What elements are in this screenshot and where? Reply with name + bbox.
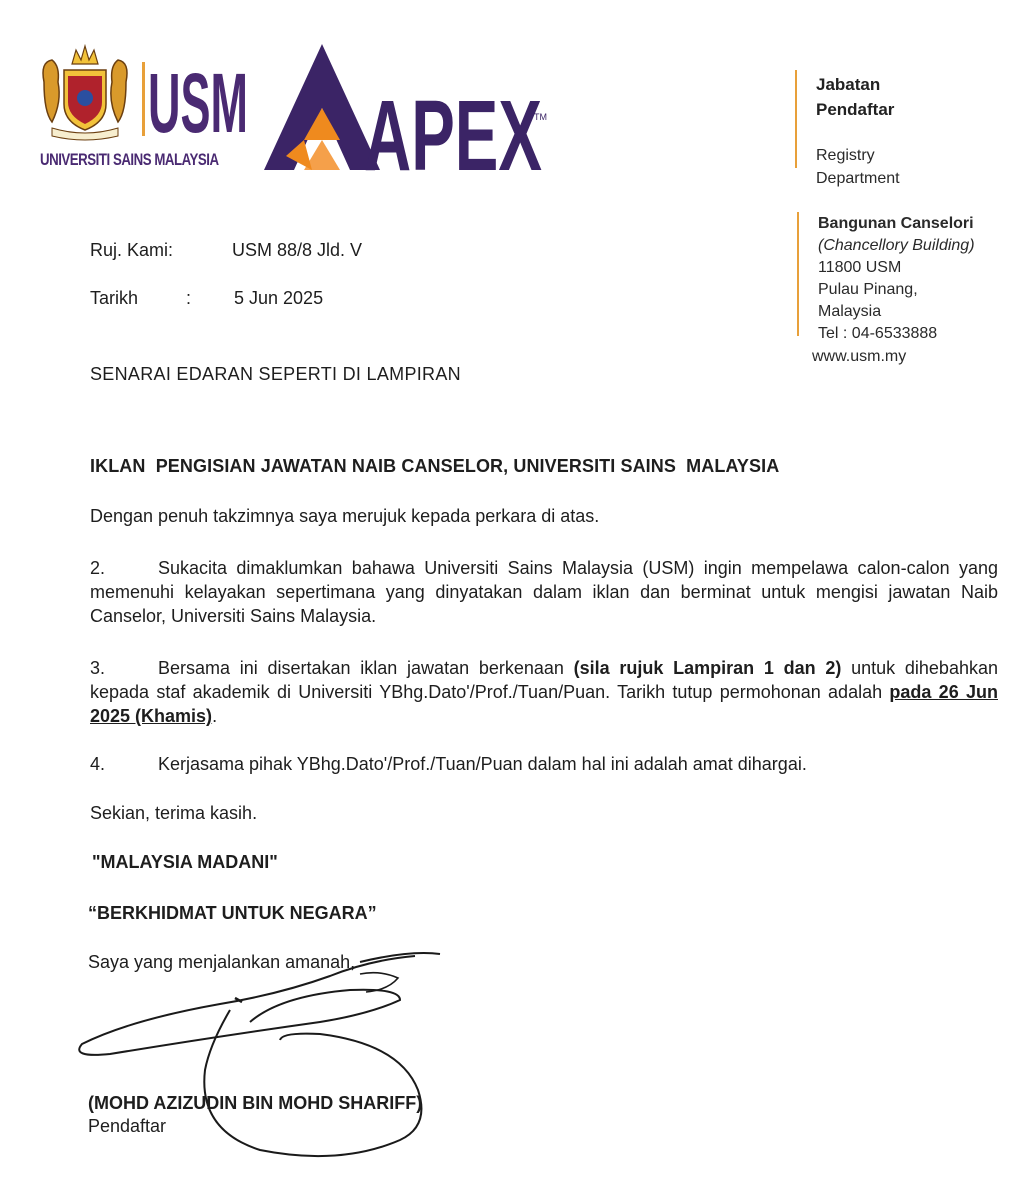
sign-intro: Saya yang menjalankan amanah,: [88, 952, 356, 972]
ref-value: USM 88/8 Jld. V: [232, 240, 363, 260]
paragraph-1: Dengan penuh takzimnya saya merujuk kepada perkara di atas.: [90, 506, 600, 526]
university-name: UNIVERSITI SAINS MALAYSIA: [40, 150, 219, 169]
address-line2: Pulau Pinang,: [818, 281, 918, 298]
date-colon: :: [186, 288, 192, 308]
dept-name-en-line2: Department: [816, 170, 900, 187]
paragraph-3-text-c: untuk dihebahkan kepada staf akademik di Universiti YBhg.Dato'/Prof./Tuan/Puan. Tarikh tutup permohonan adalah: [90, 658, 998, 702]
address-line1: 11800 USM: [818, 259, 902, 276]
paragraph-3-number: 3.: [90, 658, 106, 678]
address-line3: Malaysia: [818, 303, 882, 320]
signatory-title: Pendaftar: [88, 1116, 167, 1136]
date-label: Tarikh: [90, 288, 139, 308]
closing-line: Sekian, terima kasih.: [90, 803, 258, 823]
apex-logo: [264, 44, 554, 174]
paragraph-3-lampiran-ref: (sila rujuk Lampiran 1 dan 2): [573, 658, 842, 678]
paragraph-3-text-a: Bersama ini disertakan iklan jawatan berkenaan: [158, 658, 574, 678]
website: www.usm.my: [812, 348, 907, 365]
paragraph-3-text-e: .: [212, 706, 218, 726]
sidebar-divider-bottom: [797, 212, 799, 336]
paragraph-4-text: Kerjasama pihak YBhg.Dato'/Prof./Tuan/Puan dalam hal ini adalah amat dihargai.: [158, 754, 807, 774]
signatory-name: (MOHD AZIZUDIN BIN MOHD SHARIFF): [88, 1093, 423, 1113]
dept-name-en-line1: Registry: [816, 147, 875, 164]
paragraph-2: [90, 556, 998, 628]
trademark-mark: TM: [534, 112, 547, 122]
ref-label: Ruj. Kami:: [90, 240, 174, 260]
date-value: 5 Jun 2025: [234, 288, 324, 308]
letter-subject: IKLAN PENGISIAN JAWATAN NAIB CANSELOR, UNIVERSITI SAINS MALAYSIA: [90, 456, 780, 476]
telephone: Tel : 04-6533888: [818, 325, 938, 342]
sidebar-divider-top: [795, 70, 797, 168]
usm-mark-text: USM: [148, 62, 248, 136]
paragraph-3: [90, 656, 998, 728]
paragraph-2-text: Sukacita dimaklumkan bahawa Universiti Sains Malaysia (USM) ingin mempelawa calon-calon yang memenuhi kelayakan sepertimana yang dinyatakan dalam iklan dan berminat untuk mengisi jawatan Naib Canselor, Universiti Sains Malaysia.: [90, 558, 998, 626]
usm-wordmark-logo: [142, 62, 250, 136]
dept-name-line1: Jabatan: [816, 75, 881, 94]
dept-name-line2: Pendaftar: [816, 100, 895, 119]
recipient-line: SENARAI EDARAN SEPERTI DI LAMPIRAN: [90, 364, 461, 384]
building-name-en: (Chancellory Building): [818, 237, 975, 254]
paragraph-4-number: 4.: [90, 754, 106, 774]
paragraph-3-closing-date: pada 26 Jun 2025 (Khamis): [90, 682, 998, 726]
usm-crest-logo: [38, 42, 132, 142]
slogan-malaysia-madani: "MALAYSIA MADANI": [92, 852, 278, 872]
building-name: Bangunan Canselori: [818, 215, 974, 232]
paragraph-2-number: 2.: [90, 558, 106, 578]
slogan-berkhidmat: “BERKHIDMAT UNTUK NEGARA”: [88, 903, 377, 923]
paragraph-4: [90, 754, 998, 775]
apex-text: APEX: [364, 80, 542, 174]
